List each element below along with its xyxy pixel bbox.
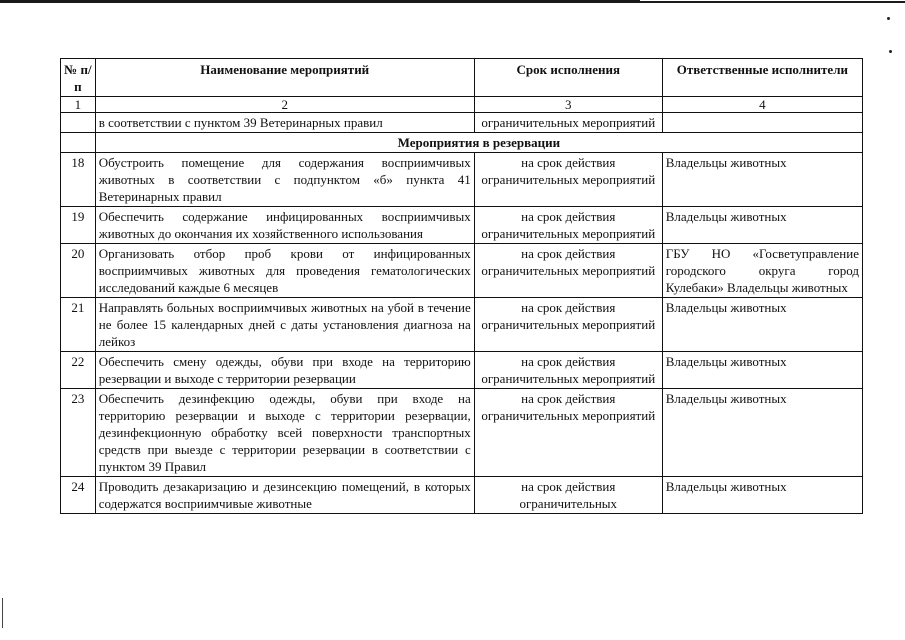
scan-edge-mark: [2, 598, 3, 628]
section-title: Мероприятия в резервации: [95, 133, 862, 153]
row-name: Проводить дезакаризацию и дезинсекцию помещений, в которых содержатся восприимчивые животные: [95, 477, 474, 514]
row-name: в соответствии с пунктом 39 Ветеринарных правил: [95, 113, 474, 133]
row-name: Обустроить помещение для содержания восприимчивых животных в соответствии с подпунктом «б» пункта 41 Ветеринарных правил: [95, 153, 474, 207]
table-row: [61, 298, 863, 352]
index-cell: 1: [61, 97, 96, 113]
row-responsible: Владельцы животных: [662, 298, 862, 352]
row-name: Обеспечить дезинфекцию одежды, обуви при входе на территорию резервации и выходе с территории резервации, дезинфекционную обработку всей поверхности транспортных средств при выезде с территории резервации в соответствии с пунктом 39 Правил: [95, 389, 474, 477]
row-responsible: Владельцы животных: [662, 389, 862, 477]
scan-speck: [889, 50, 892, 53]
header-num: № п/п: [61, 59, 96, 97]
row-term: на срок действия ограничительных: [474, 477, 662, 514]
table-row: [61, 244, 863, 298]
row-responsible: Владельцы животных: [662, 352, 862, 389]
row-name: Организовать отбор проб крови от инфицированных восприимчивых животных для проведения гематологических исследований каждые 6 месяцев: [95, 244, 474, 298]
row-name: Обеспечить содержание инфицированных восприимчивых животных до окончания их хозяйственного использования: [95, 207, 474, 244]
table-row: [61, 352, 863, 389]
section-row: [61, 133, 863, 153]
table-row: [61, 389, 863, 477]
top-rule-thin: [640, 1, 905, 3]
row-responsible: Владельцы животных: [662, 153, 862, 207]
row-name: Направлять больных восприимчивых животных на убой в течение не более 15 календарных дней с даты установления диагноза на лейкоз: [95, 298, 474, 352]
row-responsible: [662, 113, 862, 133]
table-row: [61, 207, 863, 244]
header-name: Наименование мероприятий: [95, 59, 474, 97]
row-responsible: Владельцы животных: [662, 477, 862, 514]
row-term: на срок действия ограничительных мероприятий: [474, 298, 662, 352]
row-term: на срок действия ограничительных мероприятий: [474, 244, 662, 298]
row-num: 18: [61, 153, 96, 207]
row-num: 23: [61, 389, 96, 477]
row-num: 19: [61, 207, 96, 244]
row-term: на срок действия ограничительных мероприятий: [474, 207, 662, 244]
index-cell: 3: [474, 97, 662, 113]
row-term: на срок действия ограничительных мероприятий: [474, 389, 662, 477]
row-num: 24: [61, 477, 96, 514]
row-responsible: ГБУ НО «Госветуправление городского округа город Кулебаки» Владельцы животных: [662, 244, 862, 298]
row-name: Обеспечить смену одежды, обуви при входе на территорию резервации и выходе с территории резервации: [95, 352, 474, 389]
row-num: 22: [61, 352, 96, 389]
page-top-rule: [0, 0, 905, 5]
header-term: Срок исполнения: [474, 59, 662, 97]
row-num: [61, 113, 96, 133]
row-num: 20: [61, 244, 96, 298]
top-rule-thick: [0, 0, 640, 3]
measures-table: [60, 58, 863, 514]
row-num: 21: [61, 298, 96, 352]
index-cell: 4: [662, 97, 862, 113]
table-row: [61, 153, 863, 207]
scan-speck: [887, 17, 890, 20]
row-responsible: Владельцы животных: [662, 207, 862, 244]
section-empty-cell: [61, 133, 96, 153]
table-row: [61, 477, 863, 514]
table-row-continuation: [61, 113, 863, 133]
column-index-row: [61, 97, 863, 113]
table-header-row: [61, 59, 863, 97]
header-responsible: Ответственные исполнители: [662, 59, 862, 97]
row-term: на срок действия ограничительных мероприятий: [474, 153, 662, 207]
row-term: ограничительных мероприятий: [474, 113, 662, 133]
row-term: на срок действия ограничительных мероприятий: [474, 352, 662, 389]
index-cell: 2: [95, 97, 474, 113]
